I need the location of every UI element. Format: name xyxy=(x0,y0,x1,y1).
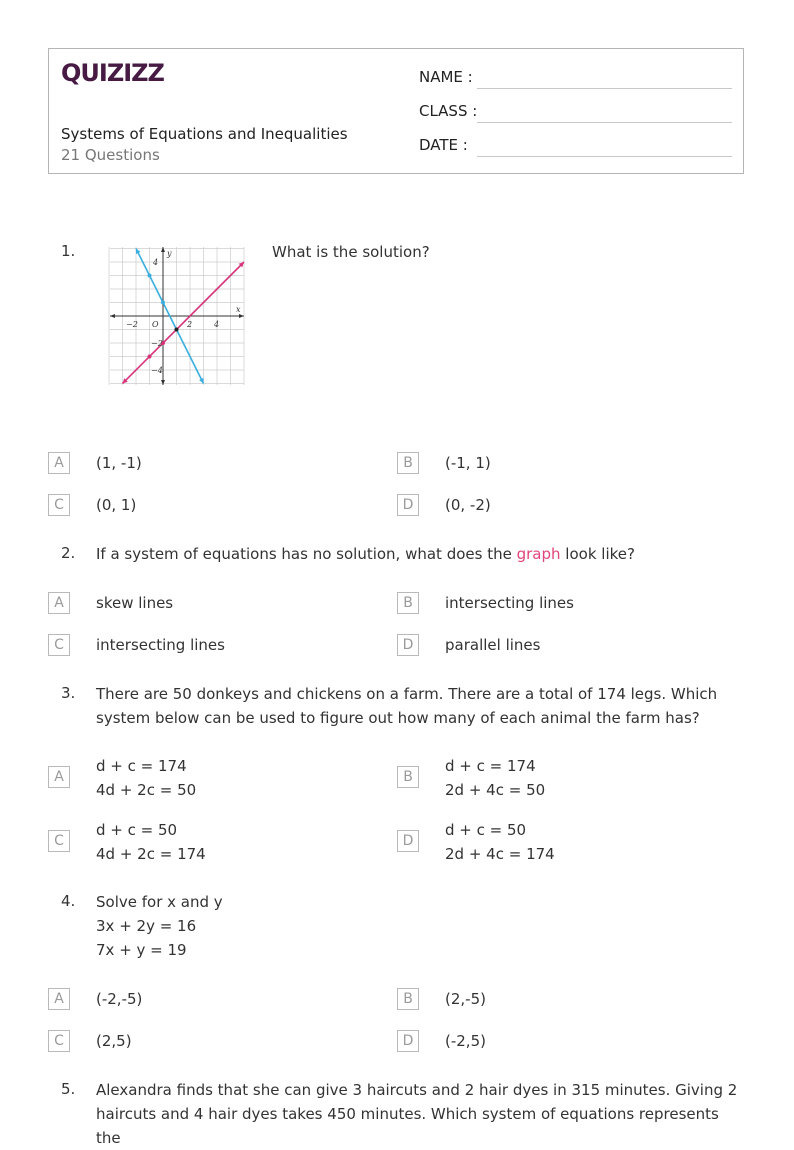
question-1-text: What is the solution? xyxy=(272,243,430,261)
q1-option-b-box[interactable]: B xyxy=(397,452,419,474)
q3-option-b-text[interactable]: d + c = 174 2d + 4c = 50 xyxy=(445,757,546,799)
q1-option-c-text[interactable]: (0, 1) xyxy=(96,496,137,514)
q4-option-b-text[interactable]: (2,-5) xyxy=(445,990,486,1008)
q4-option-c-box[interactable]: C xyxy=(48,1030,70,1052)
graph-point xyxy=(161,301,165,305)
q1-option-d-text[interactable]: (0, -2) xyxy=(445,496,491,514)
x-axis-arrow xyxy=(239,314,244,318)
name-field[interactable]: NAME : xyxy=(419,68,473,86)
q2-option-d-box[interactable]: D xyxy=(397,634,419,656)
question-count: 21 Questions xyxy=(61,146,160,164)
q2-option-c-box[interactable]: C xyxy=(48,634,70,656)
question-3-number: 3. xyxy=(61,684,76,702)
q4-option-a-text[interactable]: (-2,-5) xyxy=(96,990,143,1008)
x-axis-arrow-left xyxy=(110,314,115,318)
worksheet-title: Systems of Equations and Inequalities xyxy=(61,125,348,143)
graph-point xyxy=(148,274,152,278)
question-2-text: If a system of equations has no solution, what does the graph look like? xyxy=(96,545,635,563)
date-line xyxy=(477,156,732,157)
glossary-link[interactable]: graph xyxy=(516,545,561,563)
q1-option-b-text[interactable]: (-1, 1) xyxy=(445,454,491,472)
q2-option-a-box[interactable]: A xyxy=(48,592,70,614)
question-3-text: There are 50 donkeys and chickens on a farm. There are a total of 174 legs. Which system below can be used to figure out how many of each animal the farm has? xyxy=(96,685,718,727)
name-line xyxy=(477,88,732,89)
q1-option-d-box[interactable]: D xyxy=(397,494,419,516)
x-tick-label: −2 xyxy=(126,320,138,329)
q2-option-b-box[interactable]: B xyxy=(397,592,419,614)
q2-option-d-text[interactable]: parallel lines xyxy=(445,636,541,654)
q3-option-b-box[interactable]: B xyxy=(397,766,419,788)
q1-option-a-box[interactable]: A xyxy=(48,452,70,474)
q3-option-d-box[interactable]: D xyxy=(397,830,419,852)
y-tick-label: −4 xyxy=(151,366,163,375)
q3-option-a-box[interactable]: A xyxy=(48,766,70,788)
quizizz-logo: QUIZIZZ xyxy=(61,59,164,87)
worksheet-header xyxy=(48,48,744,174)
q3-option-c-text[interactable]: d + c = 50 4d + 2c = 174 xyxy=(96,821,206,863)
q2-option-a-text[interactable]: skew lines xyxy=(96,594,174,612)
graph-point xyxy=(175,328,179,332)
y-tick-label: 4 xyxy=(153,258,159,267)
q1-option-a-text[interactable]: (1, -1) xyxy=(96,454,142,472)
question-4-number: 4. xyxy=(61,892,76,910)
x-tick-label: 2 xyxy=(187,320,193,329)
origin-label: O xyxy=(152,320,159,329)
question-1-graph xyxy=(108,245,246,387)
x-tick-label: 4 xyxy=(214,320,220,329)
question-2-number: 2. xyxy=(61,544,76,562)
y-tick-label: −2 xyxy=(151,339,163,348)
graph-point xyxy=(148,355,152,359)
y-axis-arrow xyxy=(161,247,165,252)
q4-option-a-box[interactable]: A xyxy=(48,988,70,1010)
graph-axes xyxy=(110,247,244,385)
question-5-number: 5. xyxy=(61,1080,76,1098)
question-5-text: Alexandra finds that she can give 3 haircuts and 2 hair dyes in 315 minutes. Giving 2 haircuts and 4 hair dyes takes 450 minutes. Which system of equations represents the xyxy=(96,1081,738,1147)
y-axis-arrow-down xyxy=(161,380,165,385)
graph-line-pink xyxy=(123,262,245,384)
q4-option-d-box[interactable]: D xyxy=(397,1030,419,1052)
x-axis-label: x xyxy=(236,305,241,314)
q4-option-b-box[interactable]: B xyxy=(397,988,419,1010)
question-1-number: 1. xyxy=(61,242,76,260)
date-field[interactable]: DATE : xyxy=(419,136,468,154)
class-field[interactable]: CLASS : xyxy=(419,102,477,120)
q3-option-c-box[interactable]: C xyxy=(48,830,70,852)
q2-option-b-text[interactable]: intersecting lines xyxy=(445,594,574,612)
q4-option-d-text[interactable]: (-2,5) xyxy=(445,1032,486,1050)
q3-option-d-text[interactable]: d + c = 50 2d + 4c = 174 xyxy=(445,821,555,863)
q2-option-c-text[interactable]: intersecting lines xyxy=(96,636,225,654)
y-axis-label: y xyxy=(167,249,172,258)
q3-option-a-text[interactable]: d + c = 174 4d + 2c = 50 xyxy=(96,757,197,799)
question-4-text: Solve for x and y 3x + 2y = 16 7x + y = 19 xyxy=(96,893,223,959)
q1-option-c-box[interactable]: C xyxy=(48,494,70,516)
class-line xyxy=(477,122,732,123)
q4-option-c-text[interactable]: (2,5) xyxy=(96,1032,132,1050)
